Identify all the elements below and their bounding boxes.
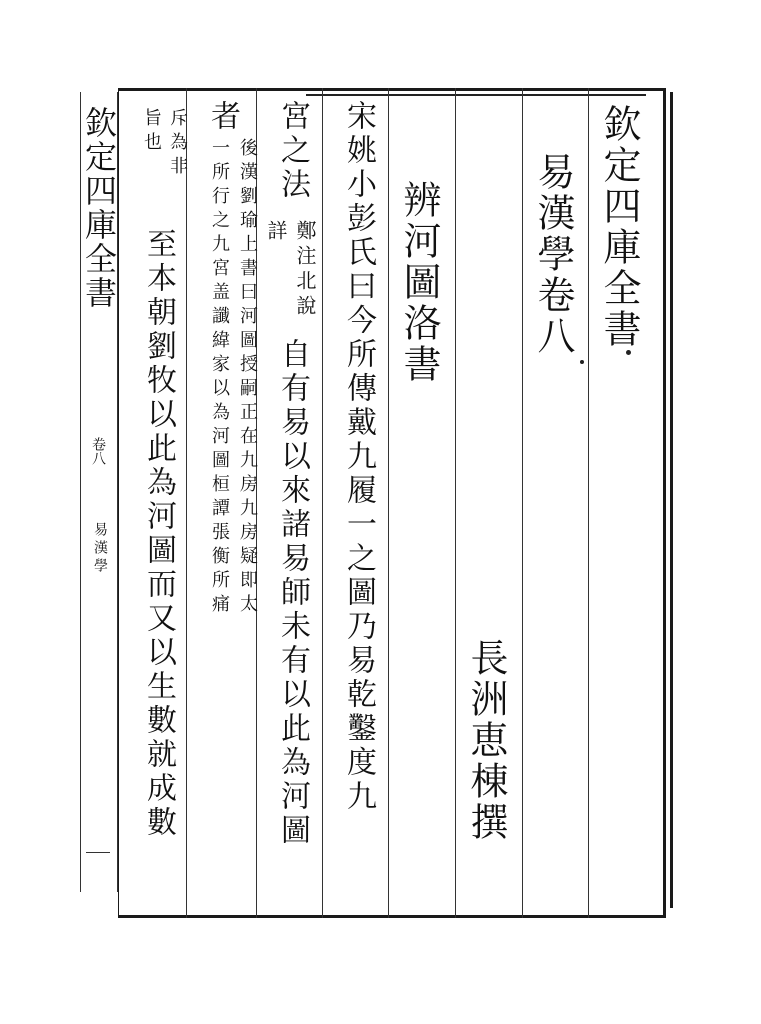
gutter-title: 欽定四庫全書: [80, 106, 118, 310]
page-frame: [118, 88, 666, 918]
collection-title: 欽定四庫全書: [597, 104, 641, 350]
body-column-2-main-b: 自有易以來諸易師未有以此為河圖: [275, 338, 310, 848]
body-column-3-annotation-left: 一所行之九宮盖讖緯家以為河圖桓譚張衡所痛: [209, 138, 230, 618]
chapter-title: 辨河圖洛書: [397, 180, 441, 385]
body-column-3-main: 者: [205, 100, 240, 134]
author-line: 長洲恵棟撰: [464, 638, 508, 843]
ink-dot: [580, 360, 584, 364]
column-rule: [522, 88, 523, 918]
column-rule: [322, 88, 323, 918]
gutter-divider: [86, 852, 110, 853]
body-column-4-annotation-right: 斥為非: [167, 108, 188, 180]
gutter-margin: [80, 92, 118, 892]
body-column-4-main: 至本朝劉牧以此為河圖而又以生數就成數: [141, 228, 176, 840]
gutter-book-name: 易漢學: [92, 522, 108, 576]
column-rule: [455, 88, 456, 918]
body-column-2-main-a: 宮之法: [275, 100, 310, 202]
frame-double-right: [670, 92, 673, 908]
frame-double-top: [306, 94, 646, 96]
gutter-volume-mark: 卷八: [90, 437, 106, 465]
body-column-3-annotation-right: 後漢劉瑜上書曰河圖授嗣正在九房九房疑即太: [237, 138, 258, 618]
book-title: 易漢學卷八: [531, 152, 575, 357]
body-column-4-annotation-left: 旨也: [141, 108, 162, 156]
ink-dot: [626, 350, 631, 355]
column-rule: [388, 88, 389, 918]
frame-border: [118, 88, 666, 918]
body-column-1: 宋姚小彭氏曰今所傳戴九履一之圖乃易乾鑿度九: [341, 100, 376, 814]
column-rule: [588, 88, 589, 918]
column-rule: [186, 88, 187, 918]
body-column-2-annotation: 鄭注北說詳: [264, 220, 317, 320]
